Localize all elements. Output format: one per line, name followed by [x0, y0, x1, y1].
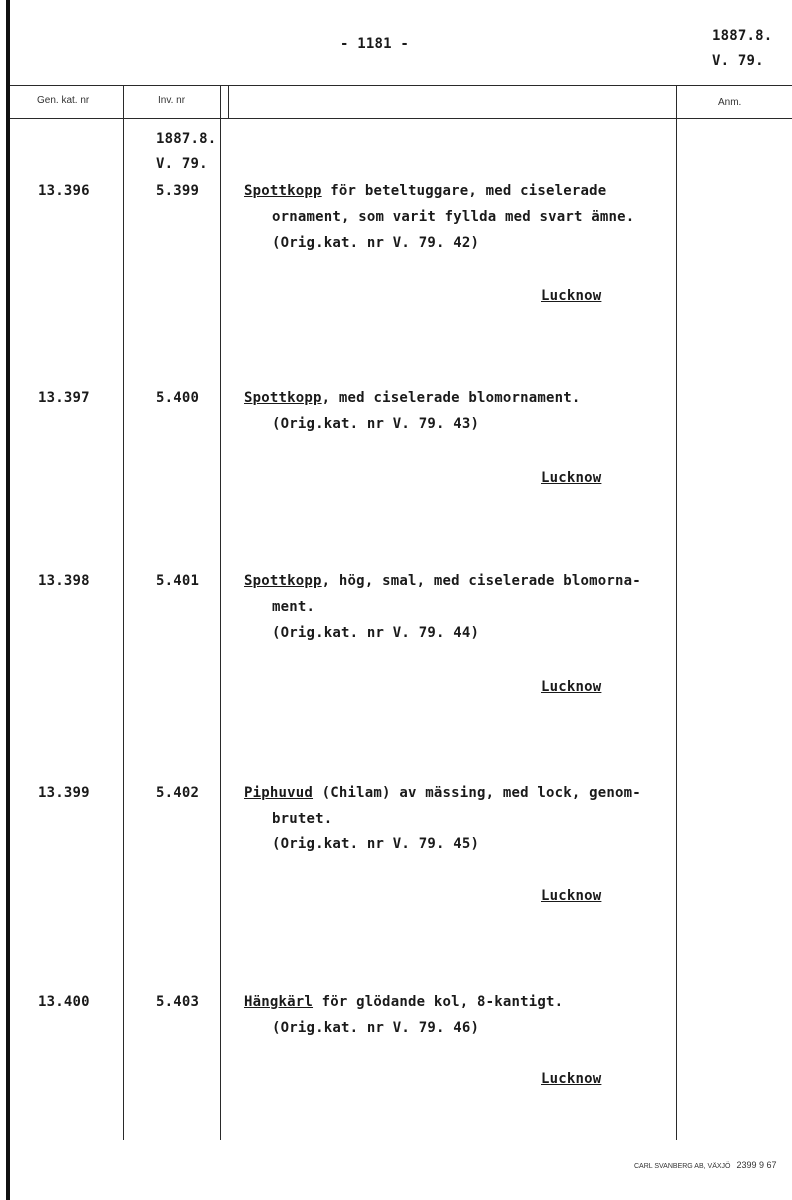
description-text: , hög, smal, med ciselerade blomorna-: [321, 573, 641, 589]
gen-kat-number: 13.397: [38, 390, 90, 406]
gen-kat-number: 13.396: [38, 183, 90, 199]
printer-imprint: [634, 1160, 776, 1170]
description-text: för beteltuggare, med ciselerade: [321, 183, 607, 199]
inv-number: 5.403: [156, 994, 200, 1010]
description-line1: [244, 573, 641, 589]
inv-number: 5.400: [156, 390, 200, 406]
orig-kat-ref: (Orig.kat. nr V. 79. 46): [272, 1020, 480, 1036]
corner-ref-line2: V. 79.: [712, 53, 764, 69]
column-header-gen-kat: Gen. kat. nr: [37, 95, 90, 106]
column-rule-4: [676, 85, 677, 1140]
page-number: - 1181 -: [340, 36, 410, 52]
column-rule-1: [123, 85, 124, 1140]
description-line2: ornament, som varit fyllda med svart ämne.: [272, 209, 635, 225]
description-text: (Chilam) av mässing, med lock, genom-: [313, 785, 641, 801]
inv-number: 5.401: [156, 573, 200, 589]
provenance-place: Lucknow: [541, 288, 602, 304]
binding-edge: [6, 0, 10, 1200]
column-header-inv: Inv. nr: [158, 95, 186, 106]
provenance-place: Lucknow: [541, 1071, 602, 1087]
description-text: , med ciselerade blomornament.: [321, 390, 581, 406]
gen-kat-number: 13.399: [38, 785, 90, 801]
column-header-anm: Anm.: [718, 97, 742, 108]
object-term: Spottkopp: [244, 573, 322, 589]
description-line1: [244, 785, 641, 801]
ref-block-line2: V. 79.: [156, 156, 208, 172]
object-term: Spottkopp: [244, 390, 322, 406]
provenance-place: Lucknow: [541, 470, 602, 486]
inv-number: 5.402: [156, 785, 200, 801]
column-rule-3: [228, 85, 229, 118]
object-term: Spottkopp: [244, 183, 322, 199]
inv-number: 5.399: [156, 183, 200, 199]
form-code: 2399 9 67: [736, 1160, 777, 1170]
orig-kat-ref: (Orig.kat. nr V. 79. 42): [272, 235, 480, 251]
provenance-place: Lucknow: [541, 679, 602, 695]
description-line1: [244, 994, 563, 1010]
description-text: för glödande kol, 8-kantigt.: [313, 994, 564, 1010]
orig-kat-ref: (Orig.kat. nr V. 79. 44): [272, 625, 480, 641]
orig-kat-ref: (Orig.kat. nr V. 79. 45): [272, 836, 480, 852]
object-term: Piphuvud: [244, 785, 314, 801]
header-bottom-rule: [10, 118, 792, 119]
provenance-place: Lucknow: [541, 888, 602, 904]
description-line2: ment.: [272, 599, 316, 615]
object-term: Hängkärl: [244, 994, 314, 1010]
column-rule-2: [220, 85, 221, 1140]
corner-ref-line1: 1887.8.: [712, 28, 773, 44]
orig-kat-ref: (Orig.kat. nr V. 79. 43): [272, 416, 480, 432]
description-line1: [244, 183, 606, 199]
ref-block-line1: 1887.8.: [156, 131, 217, 147]
description-line2: brutet.: [272, 811, 333, 827]
gen-kat-number: 13.400: [38, 994, 90, 1010]
description-line1: [244, 390, 581, 406]
gen-kat-number: 13.398: [38, 573, 90, 589]
printer-name: CARL SVANBERG AB, VÄXJÖ: [634, 1163, 731, 1170]
header-top-rule: [10, 85, 792, 86]
